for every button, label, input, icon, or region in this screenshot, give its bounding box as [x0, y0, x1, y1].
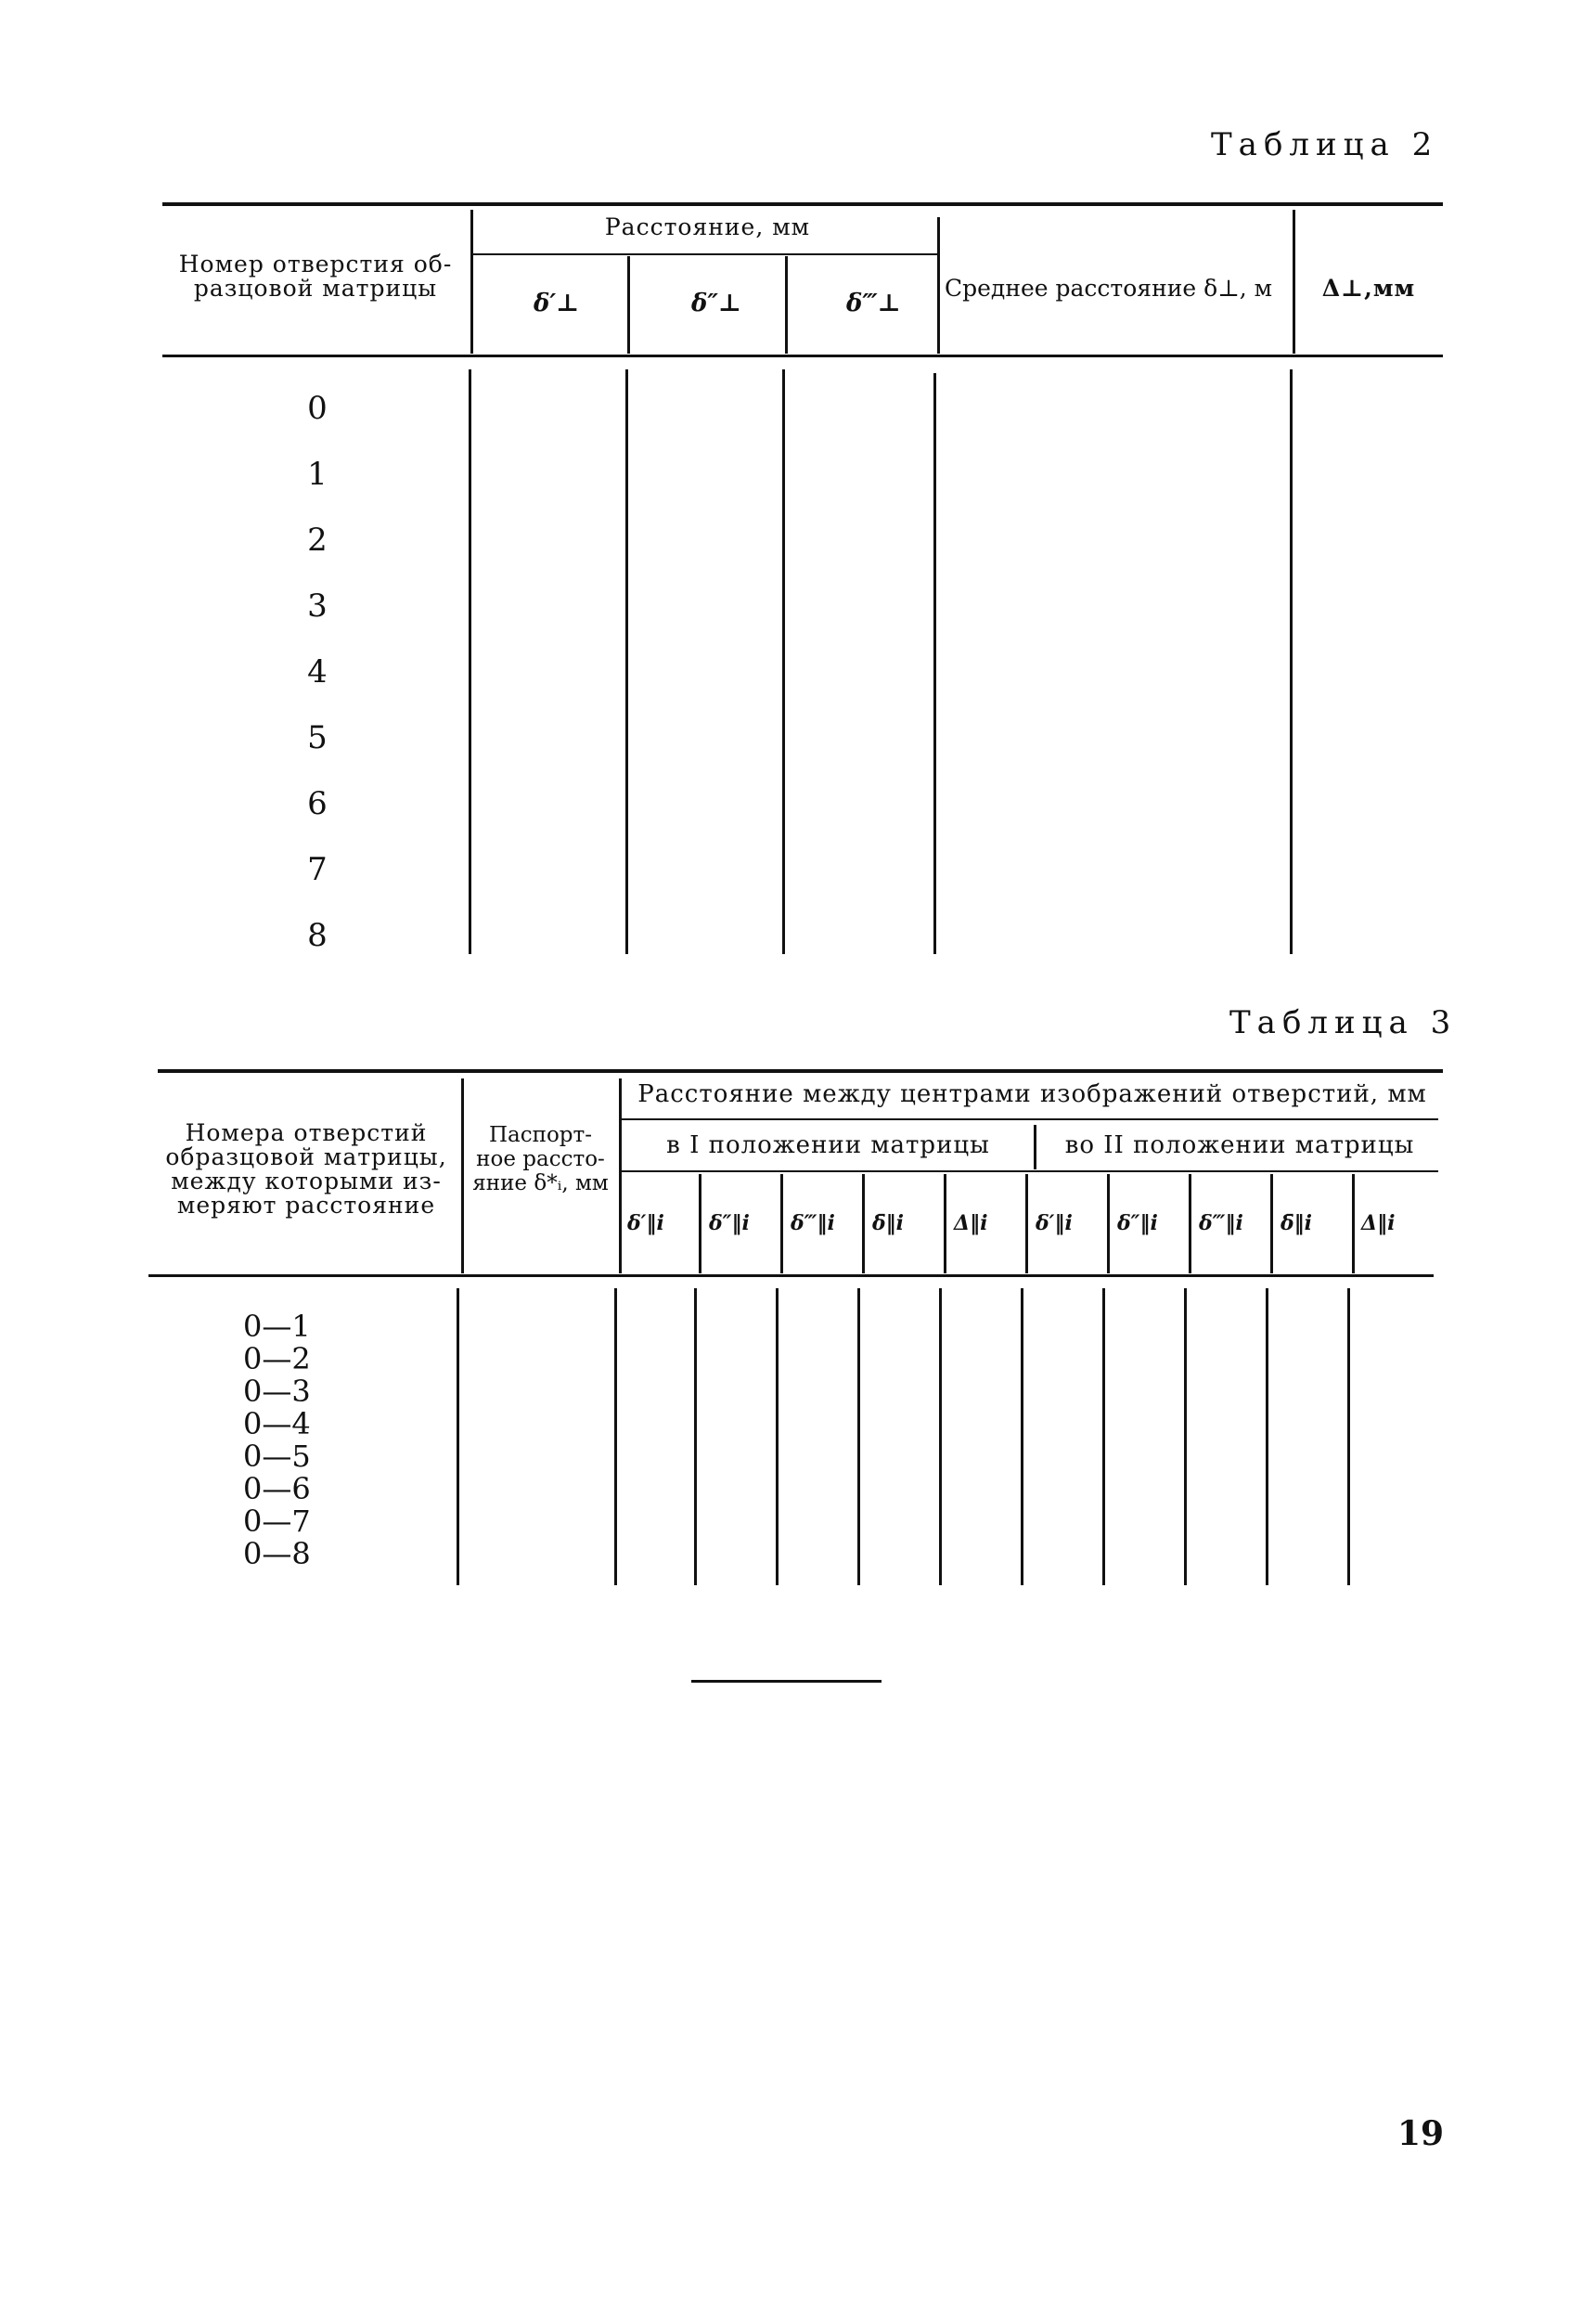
table3-col-divider — [1352, 1174, 1355, 1273]
table2-col-divider — [469, 369, 471, 954]
table3-row-label: 0—1 — [243, 1309, 311, 1344]
table2-row-number: 5 — [307, 719, 328, 756]
table3-sub-col: δ′‖i — [627, 1211, 664, 1235]
table2-col-divider — [1290, 369, 1293, 954]
table2-col-divider — [937, 217, 940, 354]
table3-sub-col: Δ‖i — [954, 1211, 988, 1235]
table3-row-label: 0—3 — [243, 1374, 311, 1409]
table3-col-hole-numbers: Номера отверстий образцовой матрицы, между которыми из- меряют расстояние — [165, 1119, 447, 1219]
table3-col-divider — [1034, 1125, 1036, 1169]
table2-col-divider — [627, 256, 630, 354]
table2-col-hole-number: Номер отверстия об- разцовой матрицы — [178, 251, 453, 302]
table2-subheader-rule — [473, 253, 939, 255]
table3-col-divider — [857, 1288, 860, 1585]
table3-header-rule — [148, 1274, 1434, 1277]
table3-col-divider — [1184, 1288, 1187, 1585]
table3-top-rule — [158, 1069, 1443, 1073]
table3-col-divider — [694, 1288, 697, 1585]
table3-col-divider — [1107, 1174, 1110, 1273]
table2-col-delta: Δ⊥,мм — [1321, 275, 1416, 302]
table3-sub-col: δ̄‖i — [872, 1211, 905, 1235]
table3-group-rule — [622, 1118, 1438, 1120]
table3-col-divider — [776, 1288, 779, 1585]
table3-col-divider — [619, 1078, 622, 1273]
table3-col-divider — [939, 1288, 942, 1585]
table2-row-number: 0 — [307, 390, 328, 427]
table3-col-divider — [944, 1174, 946, 1273]
table3-row-label: 0—2 — [243, 1341, 311, 1376]
table3-sub-col: δ‴‖i — [791, 1211, 835, 1235]
table3-col-divider — [1266, 1288, 1268, 1585]
table2-col-divider — [933, 373, 936, 954]
table2-col-mean: Среднее расстояние δ⊥, м — [945, 275, 1273, 302]
table3-col-divider — [457, 1288, 459, 1585]
table3-col-divider — [1021, 1288, 1023, 1585]
table2-row-number: 6 — [307, 785, 328, 822]
table3-group-pos2: во II положении матрицы — [1064, 1131, 1415, 1159]
table2-col-divider — [470, 210, 473, 354]
table3-col-divider — [1189, 1174, 1191, 1273]
table3-sub-col: δ̄‖i — [1281, 1211, 1313, 1235]
table2-col-divider — [1293, 210, 1295, 354]
table3-col-divider — [1102, 1288, 1105, 1585]
table3-row-label: 0—7 — [243, 1504, 311, 1539]
table2-row-number: 1 — [307, 456, 328, 493]
table3-subgroup-rule — [622, 1170, 1438, 1172]
table2-header-rule — [162, 355, 1443, 357]
table2-row-number: 8 — [307, 917, 328, 954]
table2-caption: Таблица 2 — [1211, 126, 1439, 163]
table3-row-label: 0—4 — [243, 1406, 311, 1441]
table3-sub-col: δ‴‖i — [1199, 1211, 1243, 1235]
table2-sub-col-1: δ′⊥ — [534, 290, 580, 317]
table3-row-label: 0—5 — [243, 1439, 311, 1474]
table3-col-divider — [862, 1174, 865, 1273]
table3-col-divider — [1347, 1288, 1350, 1585]
table3-col-divider — [1025, 1174, 1028, 1273]
table2-row-number: 3 — [307, 587, 328, 625]
table3-caption: Таблица 3 — [1229, 1004, 1458, 1041]
table3-row-label: 0—6 — [243, 1471, 311, 1506]
table3-group-distance: Расстояние между центрами изображений отверстий, мм — [637, 1080, 1427, 1108]
table2-sub-col-2: δ″⊥ — [691, 290, 741, 317]
table2-row-number: 7 — [307, 851, 328, 888]
table2-sub-col-3: δ‴⊥ — [846, 290, 901, 317]
table3-sub-col: δ″‖i — [709, 1211, 750, 1235]
table3-row-label: 0—8 — [243, 1536, 311, 1571]
page-number: 19 — [1397, 2114, 1445, 2153]
table2-group-distance: Расстояние, мм — [604, 213, 811, 240]
table2-col-divider — [782, 369, 785, 954]
table2-top-rule — [162, 202, 1443, 206]
table3-sub-col: δ′‖i — [1036, 1211, 1073, 1235]
table3-sub-col: δ″‖i — [1117, 1211, 1158, 1235]
table2-col-divider — [785, 256, 788, 354]
section-end-rule — [691, 1680, 882, 1683]
table2-col-divider — [625, 369, 628, 954]
table3-col-divider — [614, 1288, 617, 1585]
table3-sub-col: Δ‖i — [1361, 1211, 1396, 1235]
table2-row-number: 2 — [307, 522, 328, 559]
table3-col-divider — [780, 1174, 783, 1273]
table3-col-divider — [1270, 1174, 1273, 1273]
table2-row-number: 4 — [307, 653, 328, 691]
table3-group-pos1: в I положении матрицы — [666, 1131, 990, 1159]
table3-col-divider — [699, 1174, 701, 1273]
table3-col-passport: Паспорт- ное рассто- яние δ*ᵢ, мм — [472, 1123, 609, 1195]
